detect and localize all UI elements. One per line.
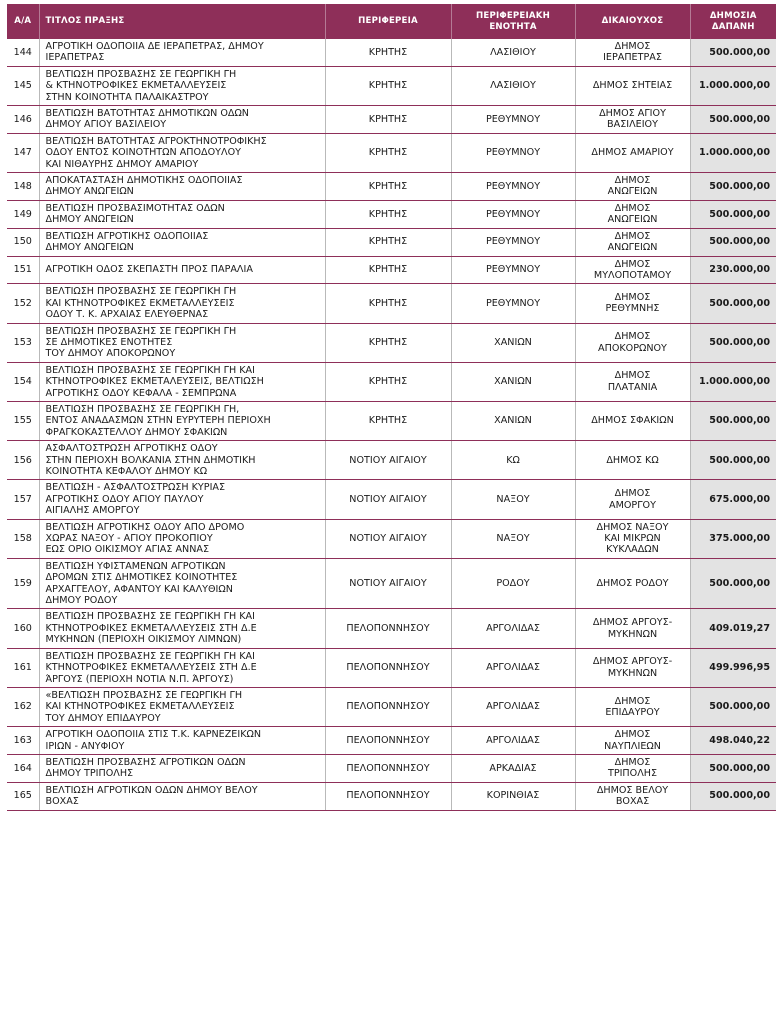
cell-region: ΚΡΗΤΗΣ [325,133,451,172]
cell-public-expenditure: 499.996,95 [690,648,776,687]
header-title: ΤΙΤΛΟΣ ΠΡΑΞΗΣ [39,4,325,39]
cell-aa: 159 [7,558,39,609]
title-line: ΣΤΗΝ ΚΟΙΝΟΤΗΤΑ ΠΑΛΑΙΚΑΣΤΡΟΥ [45,91,209,103]
beneficiary-line: ΜΥΚΗΝΩΝ [607,667,658,679]
cell-region: ΝΟΤΙΟΥ ΑΙΓΑΙΟΥ [325,480,451,519]
cell-beneficiary [575,323,690,362]
beneficiary-line: ΚΑΙ ΜΙΚΡΩΝ [604,533,661,545]
title-line: ΕΩΣ ΟΡΙΟ ΟΙΚΙΣΜΟΥ ΑΓΙΑΣ ΑΝΝΑΣ [45,544,210,556]
cell-title [39,323,325,362]
cell-aa: 147 [7,133,39,172]
title-line: ΕΝΤΟΣ ΑΝΑΔΑΣΜΩΝ ΣΤΗΝ ΕΥΡΥΤΕΡΗ ΠΕΡΙΟΧΗ [45,415,271,427]
title-line: ΒΕΛΤΙΩΣΗ - ΑΣΦΑΛΤΟΣΤΡΩΣΗ ΚΥΡΙΑΣ [45,482,226,494]
cell-public-expenditure: 500.000,00 [690,39,776,66]
cell-aa: 163 [7,727,39,755]
beneficiary-line: ΑΝΩΓΕΙΩΝ [607,186,658,198]
title-line: ΒΕΛΤΙΩΣΗ ΠΡΟΣΒΑΣΗΣ ΣΕ ΓΕΩΡΓΙΚΗ ΓΗ ΚΑΙ [45,611,255,623]
title-line: ΒΕΛΤΙΩΣΗ ΑΓΡΟΤΙΚΩΝ ΟΔΩΝ ΔΗΜΟΥ ΒΕΛΟΥ [45,784,258,796]
beneficiary-line: ΔΗΜΟΣ ΑΡΓΟΥΣ- [592,617,673,629]
cell-title [39,480,325,519]
table-row [7,228,776,256]
title-line: ΚΤΗΝΟΤΡΟΦΙΚΕΣ ΕΚΜΕΤΑΛΛΕΥΣΕΙΣ ΣΤΗ Δ.Ε [45,662,257,674]
cell-title [39,782,325,810]
title-line: ΒΕΛΤΙΩΣΗ ΑΓΡΟΤΙΚΗΣ ΟΔΟΠΟΙΙΑΣ [45,230,209,242]
cell-regional-unit: ΝΑΞΟΥ [451,480,575,519]
cell-region: ΠΕΛΟΠΟΝΝΗΣΟΥ [325,754,451,782]
table-row [7,648,776,687]
cell-aa: 158 [7,519,39,558]
cell-beneficiary [575,106,690,134]
cell-regional-unit: ΛΑΣΙΘΙΟΥ [451,39,575,66]
cell-title [39,754,325,782]
header-regional-unit [451,4,575,39]
title-line: «ΒΕΛΤΙΩΣΗ ΠΡΟΣΒΑΣΗΣ ΣΕ ΓΕΩΡΓΙΚΗ ΓΗ [45,689,243,701]
title-line: ΔΡΟΜΩΝ ΣΤΙΣ ΔΗΜΟΤΙΚΕΣ ΚΟΙΝΟΤΗΤΕΣ [45,572,238,584]
cell-region: ΚΡΗΤΗΣ [325,106,451,134]
cell-regional-unit: ΑΡΚΑΔΙΑΣ [451,754,575,782]
table-row [7,782,776,810]
title-line: ΚΤΗΝΟΤΡΟΦΙΚΕΣ ΕΚΜΕΤΑΛΕΥΣΕΙΣ, ΒΕΛΤΙΩΣΗ [45,376,264,388]
cell-beneficiary [575,401,690,440]
cell-title [39,401,325,440]
cell-public-expenditure: 500.000,00 [690,401,776,440]
cell-title [39,133,325,172]
header-amount-line1: ΔΗΜΟΣΙΑ [709,10,757,21]
table-row [7,441,776,480]
title-line: ΣΕ ΔΗΜΟΤΙΚΕΣ ΕΝΟΤΗΤΕΣ [45,336,173,348]
cell-region: ΠΕΛΟΠΟΝΝΗΣΟΥ [325,648,451,687]
title-line: ΒΕΛΤΙΩΣΗ ΠΡΟΣΒΑΣΗΣ ΣΕ ΓΕΩΡΓΙΚΗ ΓΗ [45,325,237,337]
beneficiary-line: ΑΝΩΓΕΙΩΝ [607,242,658,254]
cell-regional-unit: ΡΕΘΥΜΝΟΥ [451,200,575,228]
cell-public-expenditure: 500.000,00 [690,687,776,726]
title-line: ΙΕΡΑΠΕΤΡΑΣ [45,52,105,64]
header-row [7,4,776,39]
cell-regional-unit: ΧΑΝΙΩΝ [451,401,575,440]
beneficiary-line: ΔΗΜΟΣ [614,756,651,768]
cell-beneficiary [575,39,690,66]
table-header [7,4,776,39]
beneficiary-line: ΔΗΜΟΣ [614,331,651,343]
beneficiary-line: ΔΗΜΟΣ [614,41,651,52]
cell-public-expenditure: 500.000,00 [690,173,776,201]
header-beneficiary: ΔΙΚΑΙΟΥΧΟΣ [575,4,690,39]
cell-beneficiary [575,66,690,105]
title-line: ΚΑΙ ΚΤΗΝΟΤΡΟΦΙΚΕΣ ΕΚΜΕΤΑΛΛΕΥΣΕΙΣ [45,701,235,713]
beneficiary-line: ΕΠΙΔΑΥΡΟΥ [605,707,660,719]
header-region: ΠΕΡΙΦΕΡΕΙΑ [325,4,451,39]
beneficiary-line: ΑΠΟΚΟΡΩΝΟΥ [598,342,667,354]
beneficiary-line: ΑΜΟΡΓΟΥ [609,499,656,511]
cell-beneficiary [575,173,690,201]
table-row [7,200,776,228]
title-line: ΟΔΟΥ Τ. Κ. ΑΡΧΑΙΑΣ ΕΛΕΥΘΕΡΝΑΣ [45,309,209,321]
table-row [7,480,776,519]
title-line: ΙΡΙΩΝ - ΑΝΥΦΙΟΥ [45,740,125,752]
title-line: ΒΕΛΤΙΩΣΗ ΠΡΟΣΒΑΣΙΜΟΤΗΤΑΣ ΟΔΩΝ [45,202,225,214]
title-line: ΒΕΛΤΙΩΣΗ ΥΦΙΣΤΑΜΕΝΩΝ ΑΓΡΟΤΙΚΩΝ [45,560,226,572]
cell-regional-unit: ΚΩ [451,441,575,480]
title-line: ΑΠΟΚΑΤΑΣΤΑΣΗ ΔΗΜΟΤΙΚΗΣ ΟΔΟΠΟΙΙΑΣ [45,175,243,187]
cell-title [39,519,325,558]
cell-aa: 154 [7,362,39,401]
beneficiary-line: ΔΗΜΟΣ ΑΜΑΡΙΟΥ [591,147,674,159]
cell-title [39,228,325,256]
beneficiary-line: ΔΗΜΟΣ [614,729,651,741]
cell-public-expenditure: 500.000,00 [690,558,776,609]
title-line: ΧΩΡΑΣ ΝΑΞΟΥ - ΑΓΙΟΥ ΠΡΟΚΟΠΙΟΥ [45,533,213,545]
title-line: ΒΕΛΤΙΩΣΗ ΠΡΟΣΒΑΣΗΣ ΣΕ ΓΕΩΡΓΙΚΗ ΓΗ, [45,403,240,415]
cell-regional-unit: ΑΡΓΟΛΙΔΑΣ [451,727,575,755]
cell-regional-unit: ΧΑΝΙΩΝ [451,362,575,401]
cell-aa: 165 [7,782,39,810]
cell-public-expenditure: 500.000,00 [690,323,776,362]
cell-aa: 164 [7,754,39,782]
cell-regional-unit: ΝΑΞΟΥ [451,519,575,558]
title-line: ΑΓΡΟΤΙΚΗΣ ΟΔΟΥ ΚΕΦΑΛΑ - ΣΕΜΠΡΩΝΑ [45,387,237,399]
cell-aa: 152 [7,284,39,323]
cell-public-expenditure: 500.000,00 [690,754,776,782]
cell-regional-unit: ΡΕΘΥΜΝΟΥ [451,284,575,323]
title-line: ΑΓΡΟΤΙΚΗ ΟΔΟΣ ΣΚΕΠΑΣΤΗ ΠΡΟΣ ΠΑΡΑΛΙΑ [45,264,253,276]
title-line: ΒΟΧΑΣ [45,796,79,808]
beneficiary-line: ΔΗΜΟΣ [614,292,651,304]
beneficiary-line: ΔΗΜΟΣ [614,258,651,270]
beneficiary-line: ΔΗΜΟΣ ΝΑΞΟΥ [596,521,669,533]
cell-aa: 151 [7,256,39,284]
table-row [7,362,776,401]
beneficiary-line: ΙΕΡΑΠΕΤΡΑΣ [603,52,662,64]
beneficiary-line: ΔΗΜΟΣ [614,230,651,242]
title-line: ΑΡΧΑΓΓΕΛΟΥ, ΑΦΑΝΤΟΥ ΚΑΙ ΚΑΛΥΘΙΩΝ [45,583,233,595]
beneficiary-line: ΡΕΘΥΜΝΗΣ [605,303,660,315]
cell-region: ΠΕΛΟΠΟΝΝΗΣΟΥ [325,727,451,755]
cell-regional-unit: ΡΕΘΥΜΝΟΥ [451,228,575,256]
table-row [7,39,776,66]
cell-title [39,362,325,401]
beneficiary-line: ΔΗΜΟΣ ΑΓΙΟΥ [599,108,666,120]
cell-public-expenditure: 675.000,00 [690,480,776,519]
title-line: ΚΤΗΝΟΤΡΟΦΙΚΕΣ ΕΚΜΕΤΑΛΛΕΥΣΕΙΣ ΣΤΗ Δ.Ε [45,622,257,634]
beneficiary-line: ΔΗΜΟΣ [614,370,651,382]
cell-regional-unit: ΑΡΓΟΛΙΔΑΣ [451,648,575,687]
cell-aa: 148 [7,173,39,201]
cell-regional-unit: ΡΕΘΥΜΝΟΥ [451,133,575,172]
cell-region: ΠΕΛΟΠΟΝΝΗΣΟΥ [325,782,451,810]
cell-beneficiary [575,558,690,609]
cell-region: ΝΟΤΙΟΥ ΑΙΓΑΙΟΥ [325,441,451,480]
cell-beneficiary [575,754,690,782]
cell-region: ΚΡΗΤΗΣ [325,173,451,201]
title-line: & ΚΤΗΝΟΤΡΟΦΙΚΕΣ ΕΚΜΕΤΑΛΛΕΥΣΕΙΣ [45,80,227,92]
title-line: ΒΕΛΤΙΩΣΗ ΠΡΟΣΒΑΣΗΣ ΣΕ ΓΕΩΡΓΙΚΗ ΓΗ ΚΑΙ [45,650,255,662]
title-line: ΦΡΑΓΚΟΚΑΣΤΕΛΛΟΥ ΔΗΜΟΥ ΣΦΑΚΙΩΝ [45,426,228,438]
title-line: ΚΑΙ ΝΙΘΑΥΡΗΣ ΔΗΜΟΥ ΑΜΑΡΙΟΥ [45,158,199,170]
header-amount-line2: ΔΑΠΑΝΗ [711,21,755,32]
projects-table-container [7,4,776,811]
cell-title [39,66,325,105]
beneficiary-line: ΔΗΜΟΣ ΑΡΓΟΥΣ- [592,656,673,668]
beneficiary-line: ΠΛΑΤΑΝΙΑ [607,381,658,393]
title-line: ΒΕΛΤΙΩΣΗ ΑΓΡΟΤΙΚΗΣ ΟΔΟΥ ΑΠΟ ΔΡΟΜΟ [45,521,245,533]
cell-aa: 150 [7,228,39,256]
beneficiary-line: ΔΗΜΟΣ ΚΩ [606,454,659,466]
cell-title [39,441,325,480]
cell-title [39,609,325,648]
title-line: ΚΟΙΝΟΤΗΤΑ ΚΕΦΑΛΟΥ ΔΗΜΟΥ ΚΩ [45,466,208,477]
beneficiary-line: ΑΝΩΓΕΙΩΝ [607,214,658,226]
beneficiary-line: ΔΗΜΟΣ ΡΟΔΟΥ [596,577,669,589]
table-row [7,173,776,201]
title-line: ΤΟΥ ΔΗΜΟΥ ΑΠΟΚΟΡΩΝΟΥ [45,348,176,360]
cell-title [39,200,325,228]
title-line: ΔΗΜΟΥ ΑΓΙΟΥ ΒΑΣΙΛΕΙΟΥ [45,119,167,131]
cell-regional-unit: ΑΡΓΟΛΙΔΑΣ [451,609,575,648]
cell-public-expenditure: 409.019,27 [690,609,776,648]
cell-public-expenditure: 500.000,00 [690,284,776,323]
title-line: ΒΕΛΤΙΩΣΗ ΒΑΤΟΤΗΤΑΣ ΑΓΡΟΚΤΗΝΟΤΡΟΦΙΚΗΣ [45,135,267,147]
cell-region: ΠΕΛΟΠΟΝΝΗΣΟΥ [325,609,451,648]
table-row [7,519,776,558]
beneficiary-line: ΔΗΜΟΣ ΒΕΛΟΥ [596,784,669,796]
cell-public-expenditure: 375.000,00 [690,519,776,558]
title-line: ΔΗΜΟΥ ΑΝΩΓΕΙΩΝ [45,242,134,254]
title-line: ΒΕΛΤΙΩΣΗ ΠΡΟΣΒΑΣΗΣ ΑΓΡΟΤΙΚΩΝ ΟΔΩΝ [45,756,246,768]
cell-aa: 157 [7,480,39,519]
cell-aa: 161 [7,648,39,687]
cell-regional-unit: ΡΕΘΥΜΝΟΥ [451,173,575,201]
cell-beneficiary [575,133,690,172]
cell-region: ΚΡΗΤΗΣ [325,39,451,66]
cell-beneficiary [575,782,690,810]
cell-region: ΚΡΗΤΗΣ [325,284,451,323]
cell-region: ΚΡΗΤΗΣ [325,323,451,362]
cell-region: ΚΡΗΤΗΣ [325,200,451,228]
beneficiary-line: ΔΗΜΟΣ [614,175,651,187]
cell-region: ΚΡΗΤΗΣ [325,228,451,256]
title-line: ΔΗΜΟΥ ΑΝΩΓΕΙΩΝ [45,186,134,198]
beneficiary-line: ΔΗΜΟΣ ΣΗΤΕΙΑΣ [592,80,673,92]
title-line: ΆΡΓΟΥΣ (ΠΕΡΙΟΧΗ ΝΟΤΙΑ Ν.Π. ΆΡΓΟΥΣ) [45,673,234,685]
cell-beneficiary [575,687,690,726]
table-body [7,39,776,810]
cell-beneficiary [575,200,690,228]
header-aa: Α/Α [7,4,39,39]
cell-region: ΚΡΗΤΗΣ [325,401,451,440]
table-row [7,133,776,172]
beneficiary-line: ΜΥΚΗΝΩΝ [607,628,658,640]
cell-beneficiary [575,727,690,755]
cell-title [39,284,325,323]
cell-beneficiary [575,519,690,558]
cell-regional-unit: ΡΕΘΥΜΝΟΥ [451,106,575,134]
title-line: ΑΣΦΑΛΤΟΣΤΡΩΣΗ ΑΓΡΟΤΙΚΗΣ ΟΔΟΥ [45,443,218,455]
table-row [7,66,776,105]
cell-public-expenditure: 1.000.000,00 [690,66,776,105]
cell-regional-unit: ΧΑΝΙΩΝ [451,323,575,362]
cell-public-expenditure: 230.000,00 [690,256,776,284]
cell-aa: 153 [7,323,39,362]
table-row [7,609,776,648]
cell-title [39,39,325,66]
cell-beneficiary [575,228,690,256]
title-line: ΔΗΜΟΥ ΑΝΩΓΕΙΩΝ [45,214,134,226]
beneficiary-line: ΔΗΜΟΣ [614,695,651,707]
cell-beneficiary [575,284,690,323]
cell-region: ΚΡΗΤΗΣ [325,256,451,284]
cell-regional-unit: ΚΟΡΙΝΘΙΑΣ [451,782,575,810]
beneficiary-line: ΔΗΜΟΣ ΣΦΑΚΙΩΝ [591,415,674,427]
cell-title [39,558,325,609]
header-regional-unit-line2: ΕΝΟΤΗΤΑ [489,21,537,32]
title-line: ΑΙΓΙΑΛΗΣ ΑΜΟΡΓΟΥ [45,505,140,517]
cell-aa: 144 [7,39,39,66]
title-line: ΔΗΜΟΥ ΤΡΙΠΟΛΗΣ [45,768,134,780]
table-row [7,106,776,134]
title-line: ΒΕΛΤΙΩΣΗ ΒΑΤΟΤΗΤΑΣ ΔΗΜΟΤΙΚΩΝ ΟΔΩΝ [45,108,249,120]
table-row [7,687,776,726]
cell-public-expenditure: 500.000,00 [690,441,776,480]
title-line: ΣΤΗΝ ΠΕΡΙΟΧΗ ΒΟΛΚΑΝΙΑ ΣΤΗΝ ΔΗΜΟΤΙΚΗ [45,454,256,466]
cell-region: ΝΟΤΙΟΥ ΑΙΓΑΙΟΥ [325,558,451,609]
cell-public-expenditure: 500.000,00 [690,782,776,810]
title-line: ΤΟΥ ΔΗΜΟΥ ΕΠΙΔΑΥΡΟΥ [45,712,161,724]
cell-public-expenditure: 498.040,22 [690,727,776,755]
cell-aa: 162 [7,687,39,726]
cell-title [39,687,325,726]
cell-beneficiary [575,480,690,519]
title-line: ΑΓΡΟΤΙΚΗΣ ΟΔΟΥ ΑΓΙΟΥ ΠΑΥΛΟΥ [45,493,204,505]
beneficiary-line: ΤΡΙΠΟΛΗΣ [607,768,658,780]
title-line: ΟΔΟΥ ΕΝΤΟΣ ΚΟΙΝΟΤΗΤΩΝ ΑΠΟΔΟΥΛΟΥ [45,147,242,159]
cell-aa: 155 [7,401,39,440]
table-row [7,323,776,362]
beneficiary-line: ΚΥΚΛΑΔΩΝ [606,544,659,556]
header-public-expenditure [690,4,776,39]
cell-public-expenditure: 500.000,00 [690,106,776,134]
cell-beneficiary [575,441,690,480]
table-row [7,754,776,782]
cell-public-expenditure: 1.000.000,00 [690,133,776,172]
table-row [7,401,776,440]
cell-title [39,256,325,284]
cell-title [39,727,325,755]
title-line: ΜΥΚΗΝΩΝ (ΠΕΡΙΟΧΗ ΟΙΚΙΣΜΟΥ ΛΙΜΝΩΝ) [45,634,242,646]
cell-aa: 156 [7,441,39,480]
table-row [7,558,776,609]
title-line: ΚΑΙ ΚΤΗΝΟΤΡΟΦΙΚΕΣ ΕΚΜΕΤΑΛΛΕΥΣΕΙΣ [45,297,235,309]
title-line: ΒΕΛΤΙΩΣΗ ΠΡΟΣΒΑΣΗΣ ΣΕ ΓΕΩΡΓΙΚΗ ΓΗ ΚΑΙ [45,364,255,376]
cell-title [39,648,325,687]
cell-title [39,106,325,134]
cell-aa: 160 [7,609,39,648]
beneficiary-line: ΔΗΜΟΣ [614,202,651,214]
cell-public-expenditure: 500.000,00 [690,228,776,256]
title-line: ΑΓΡΟΤΙΚΗ ΟΔΟΠΟΙΙΑ ΔΕ ΙΕΡΑΠΕΤΡΑΣ, ΔΗΜΟΥ [45,41,264,52]
cell-regional-unit: ΡΟΔΟΥ [451,558,575,609]
cell-public-expenditure: 500.000,00 [690,200,776,228]
beneficiary-line: ΒΑΣΙΛΕΙΟΥ [607,119,658,131]
cell-beneficiary [575,609,690,648]
projects-table [7,4,776,811]
beneficiary-line: ΝΑΥΠΛΙΕΩΝ [604,740,661,752]
cell-beneficiary [575,648,690,687]
cell-aa: 146 [7,106,39,134]
cell-beneficiary [575,256,690,284]
cell-region: ΝΟΤΙΟΥ ΑΙΓΑΙΟΥ [325,519,451,558]
cell-region: ΚΡΗΤΗΣ [325,362,451,401]
cell-beneficiary [575,362,690,401]
cell-regional-unit: ΛΑΣΙΘΙΟΥ [451,66,575,105]
table-row [7,727,776,755]
cell-public-expenditure: 1.000.000,00 [690,362,776,401]
cell-region: ΚΡΗΤΗΣ [325,66,451,105]
table-row [7,284,776,323]
cell-aa: 145 [7,66,39,105]
cell-region: ΠΕΛΟΠΟΝΝΗΣΟΥ [325,687,451,726]
beneficiary-line: ΒΟΧΑΣ [615,796,650,808]
beneficiary-line: ΔΗΜΟΣ [614,488,651,500]
title-line: ΒΕΛΤΙΩΣΗ ΠΡΟΣΒΑΣΗΣ ΣΕ ΓΕΩΡΓΙΚΗ ΓΗ [45,68,237,80]
cell-regional-unit: ΡΕΘΥΜΝΟΥ [451,256,575,284]
title-line: ΒΕΛΤΙΩΣΗ ΠΡΟΣΒΑΣΗΣ ΣΕ ΓΕΩΡΓΙΚΗ ΓΗ [45,286,237,298]
title-line: ΔΗΜΟΥ ΡΟΔΟΥ [45,595,118,607]
title-line: ΑΓΡΟΤΙΚΗ ΟΔΟΠΟΙΙΑ ΣΤΙΣ Τ.Κ. ΚΑΡΝΕΖΕΙΚΩΝ [45,729,261,741]
cell-regional-unit: ΑΡΓΟΛΙΔΑΣ [451,687,575,726]
beneficiary-line: ΜΥΛΟΠΟΤΑΜΟΥ [593,269,672,281]
cell-title [39,173,325,201]
cell-aa: 149 [7,200,39,228]
header-regional-unit-line1: ΠΕΡΙΦΕΡΕΙΑΚΗ [475,10,550,21]
table-row [7,256,776,284]
